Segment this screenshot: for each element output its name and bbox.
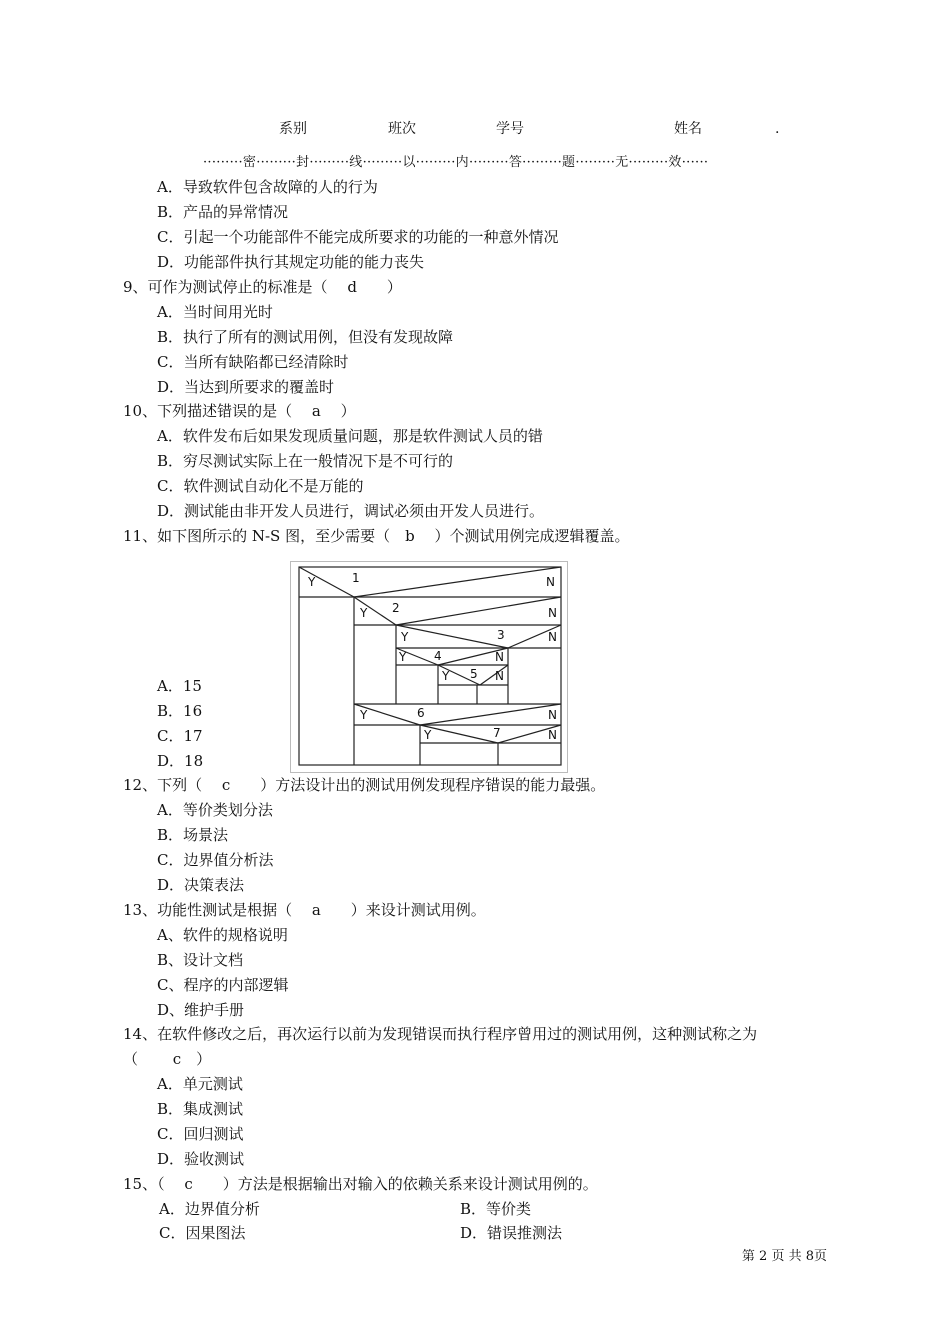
q11-option-b: B．16 bbox=[157, 702, 203, 720]
q12-option-d: D．决策表法 bbox=[157, 876, 245, 894]
q13-option-d: D、维护手册 bbox=[157, 1001, 245, 1019]
header-name-label: 姓名 bbox=[674, 121, 702, 137]
q10-option-b: B．穷尽测试实际上在一般情况下是不可行的 bbox=[157, 452, 454, 470]
q14-option-d: D．验收测试 bbox=[157, 1150, 245, 1168]
ns-yes-label-5: Y bbox=[442, 669, 450, 683]
q12-stem: 12、下列（ c ）方法设计出的测试用例发现程序错误的能力最强。 bbox=[123, 776, 606, 794]
q10-option-c: C．软件测试自动化不是万能的 bbox=[157, 477, 364, 495]
q14-stem-line1: 14、在软件修改之后，再次运行以前为发现错误而执行程序曾用过的测试用例，这种测试称之为 bbox=[123, 1025, 758, 1043]
q15-option-d: D．错误推测法 bbox=[460, 1224, 563, 1242]
ns-no-label-4: N bbox=[495, 650, 504, 664]
ns-no-label-7: N bbox=[548, 728, 557, 742]
q11-option-a: A．15 bbox=[157, 677, 202, 695]
ns-yes-label-7: Y bbox=[424, 728, 432, 742]
q11-option-d: D．18 bbox=[157, 752, 204, 770]
q8-option-b: B．产品的异常情况 bbox=[157, 203, 289, 221]
ns-no-label-1: N bbox=[546, 575, 555, 589]
ns-yes-label-1: Y bbox=[308, 575, 316, 589]
q14-option-c: C．回归测试 bbox=[157, 1125, 244, 1143]
q12-option-b: B．场景法 bbox=[157, 826, 229, 844]
q12-option-c: C．边界值分析法 bbox=[157, 851, 274, 869]
ns-condition-7: 7 bbox=[493, 726, 501, 740]
q11-option-c: C．17 bbox=[157, 727, 203, 745]
q9-option-b: B．执行了所有的测试用例，但没有发现故障 bbox=[157, 328, 454, 346]
q9-stem: 9、可作为测试停止的标准是（ d ） bbox=[123, 278, 402, 296]
ns-condition-5: 5 bbox=[470, 667, 478, 681]
q10-option-a: A．软件发布后如果发现质量问题，那是软件测试人员的错 bbox=[157, 427, 543, 445]
header-dot: . bbox=[775, 121, 780, 137]
ns-no-label-6: N bbox=[548, 708, 557, 722]
ns-condition-1: 1 bbox=[352, 571, 360, 585]
ns-diagram bbox=[290, 561, 568, 773]
q9-option-c: C．当所有缺陷都已经清除时 bbox=[157, 353, 349, 371]
seal-line: ·········密·········封·········线·········以·········内·········答·········题·········无·········效······ bbox=[203, 155, 709, 170]
header-dept-label: 系别 bbox=[279, 121, 307, 137]
q13-option-a: A、软件的规格说明 bbox=[157, 926, 288, 944]
q10-stem: 10、下列描述错误的是（ a ） bbox=[123, 402, 356, 420]
page-number: 第 2 页 共 8页 bbox=[741, 1249, 827, 1264]
ns-yes-label-3: Y bbox=[401, 630, 409, 644]
q15-option-a: A．边界值分析 bbox=[159, 1200, 260, 1218]
q14-option-b: B．集成测试 bbox=[157, 1100, 244, 1118]
q8-option-d: D．功能部件执行其规定功能的能力丧失 bbox=[157, 253, 425, 271]
q8-option-c: C．引起一个功能部件不能完成所要求的功能的一种意外情况 bbox=[157, 228, 559, 246]
ns-no-label-3: N bbox=[548, 630, 557, 644]
q13-option-c: C、程序的内部逻辑 bbox=[157, 976, 289, 994]
q8-option-a: A．导致软件包含故障的人的行为 bbox=[157, 178, 378, 196]
q15-stem: 15、（ c ）方法是根据输出对输入的依赖关系来设计测试用例的。 bbox=[123, 1175, 598, 1193]
q10-option-d: D．测试能由非开发人员进行，调试必须由开发人员进行。 bbox=[157, 502, 545, 520]
ns-condition-6: 6 bbox=[417, 706, 425, 720]
ns-condition-4: 4 bbox=[434, 649, 442, 663]
ns-yes-label-2: Y bbox=[360, 606, 368, 620]
q12-option-a: A．等价类划分法 bbox=[157, 801, 273, 819]
ns-yes-label-4: Y bbox=[399, 650, 407, 664]
q13-stem: 13、功能性测试是根据（ a ）来设计测试用例。 bbox=[123, 901, 486, 919]
ns-no-label-5: N bbox=[495, 669, 504, 683]
q15-option-c: C．因果图法 bbox=[159, 1224, 246, 1242]
q9-option-a: A．当时间用光时 bbox=[157, 303, 273, 321]
ns-condition-3: 3 bbox=[497, 628, 505, 642]
ns-condition-2: 2 bbox=[392, 601, 400, 615]
q14-stem-line2: （ c ） bbox=[123, 1050, 212, 1068]
ns-yes-label-6: Y bbox=[360, 708, 368, 722]
header-student-id-label: 学号 bbox=[496, 121, 524, 137]
ns-no-label-2: N bbox=[548, 606, 557, 620]
q9-option-d: D．当达到所要求的覆盖时 bbox=[157, 378, 335, 396]
q14-option-a: A．单元测试 bbox=[157, 1075, 243, 1093]
q13-option-b: B、设计文档 bbox=[157, 951, 244, 969]
header-class-label: 班次 bbox=[388, 121, 416, 137]
q11-stem: 11、如下图所示的 N-S 图，至少需要（ b ）个测试用例完成逻辑覆盖。 bbox=[123, 527, 630, 545]
q15-option-b: B．等价类 bbox=[460, 1200, 532, 1218]
